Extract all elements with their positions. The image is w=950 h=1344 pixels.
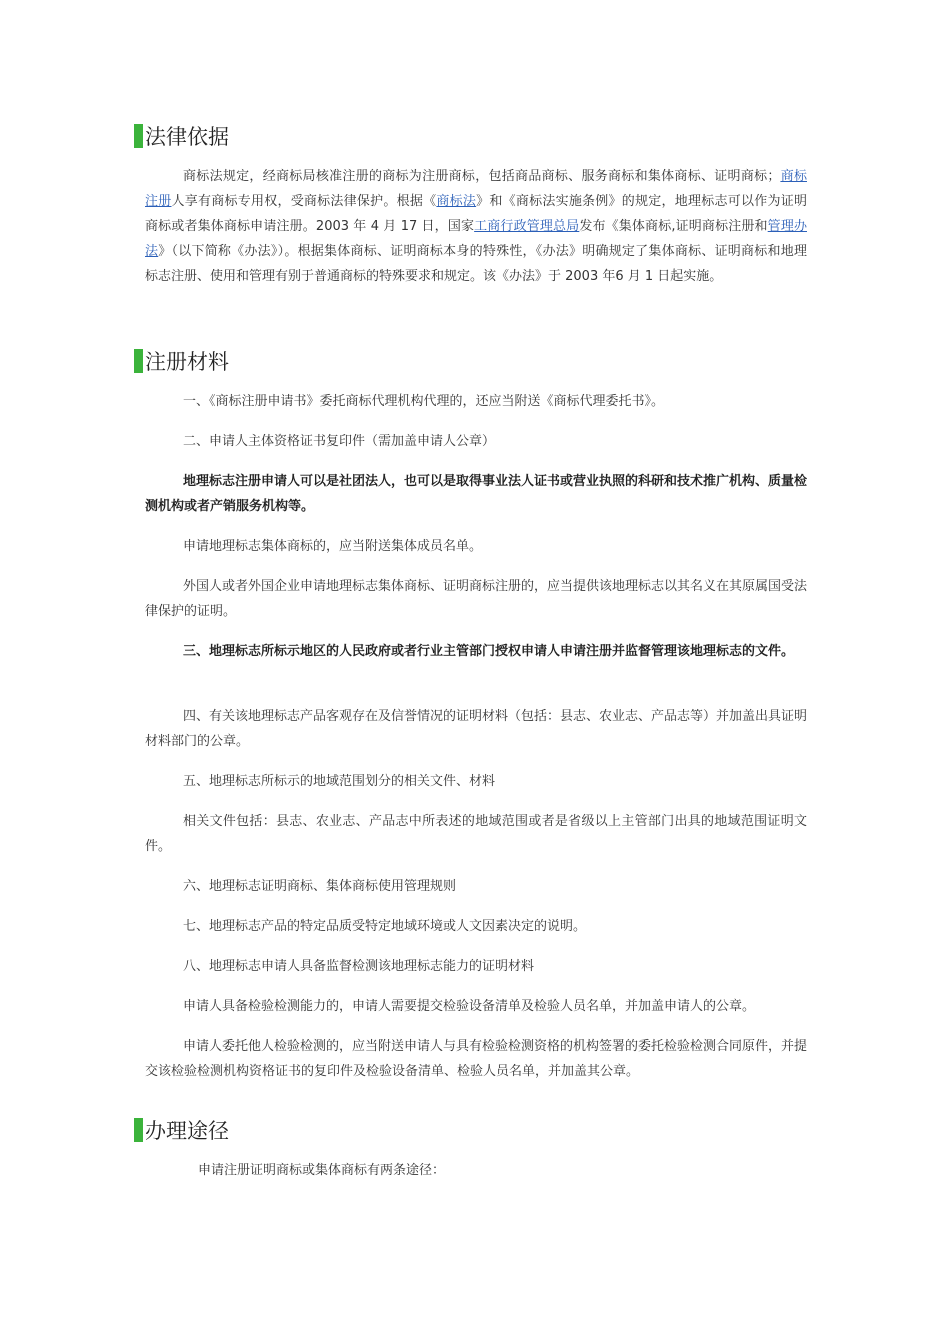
section-title-text: 注册材料 [145,350,229,374]
section-accent-bar [134,349,143,373]
materials-item-5: 五、地理标志所标示的地域范围划分的相关文件、材料 [183,774,496,789]
section-accent-bar [134,1118,143,1142]
trademark-registration-link[interactable]: 商标注册 [145,169,807,209]
section-title-legal-basis [134,123,229,149]
paragraph-text: 》和《商标法实施条例》的规定，地理标志可以作为证明商标或者集体商标申请注册。2003 年 4 月 17 日，国家 [145,194,807,234]
materials-note-applicant: 地理标志注册申请人可以是社团法人，也可以是取得事业法人证书或营业执照的科研和技术推广机构、质量检测机构或者产销服务机构等。 [145,474,808,514]
saic-link[interactable]: 工商行政管理总局 [474,219,580,234]
materials-note-documents: 相关文件包括：县志、农业志、产品志中所表述的地域范围或者是省级以上主管部门出具的地域范围证明文件。 [145,814,807,854]
materials-note-self-testing: 申请人具备检验检测能力的，申请人需要提交检验设备清单及检验人员名单，并加盖申请人的公章。 [183,999,756,1014]
section-accent-bar [134,124,143,148]
materials-item-7: 七、地理标志产品的特定品质受特定地域环境或人文因素决定的说明。 [183,919,587,934]
procedure-intro: 申请注册证明商标或集体商标有两条途径： [198,1163,446,1178]
materials-item-8: 八、地理标志申请人具备监督检测该地理标志能力的证明材料 [183,959,535,974]
section-title-procedure [134,1117,229,1143]
materials-note-outsourced-testing: 申请人委托他人检验检测的，应当附送申请人与具有检验检测资格的机构签署的委托检验检测合同原件，并提交该检验检测机构资格证书的复印件及检验设备清单、检验人员名单，并加盖其公章。 [145,1039,808,1079]
section-title-text: 办理途径 [145,1119,229,1143]
trademark-law-link[interactable]: 商标法 [436,194,477,209]
legal-basis-paragraph [145,164,807,289]
materials-item-6: 六、地理标志证明商标、集体商标使用管理规则 [183,879,457,894]
section-title-registration-materials [134,348,229,374]
materials-note-foreign: 外国人或者外国企业申请地理标志集体商标、证明商标注册的，应当提供该地理标志以其名义在其原属国受法律保护的证明。 [145,579,808,619]
materials-item-3: 三、地理标志所标示地区的人民政府或者行业主管部门授权申请人申请注册并监督管理该地理标志的文件。 [183,644,795,659]
paragraph-text: 发布《集体商标,证明商标注册和 [579,219,768,234]
materials-item-4: 四、有关该地理标志产品客观存在及信誉情况的证明材料（包括：县志、农业志、产品志等）并加盖出具证明材料部门的公章。 [145,709,808,749]
materials-note-member-list: 申请地理标志集体商标的，应当附送集体成员名单。 [183,539,483,554]
section-title-text: 法律依据 [145,125,229,149]
management-measures-link[interactable]: 管理办法 [145,219,807,259]
paragraph-text: 》（以下简称《办法》）。根据集体商标、证明商标本身的特殊性，《办法》明确规定了集体商标、证明商标和地理标志注册、使用和管理有别于普通商标的特殊要求和规定。该《办法》于 2003 年6 月 1 日起实施。 [145,244,807,284]
paragraph-text: 人享有商标专用权，受商标法律保护。根据《 [171,194,437,209]
materials-item-1: 一、《商标注册申请书》委托商标代理机构代理的，还应当附送《商标代理委托书》。 [183,394,665,409]
materials-item-2: 二、申请人主体资格证书复印件（需加盖申请人公章） [183,434,496,449]
paragraph-text: 商标法规定，经商标局核准注册的商标为注册商标，包括商品商标、服务商标和集体商标、证明商标； [183,169,781,184]
